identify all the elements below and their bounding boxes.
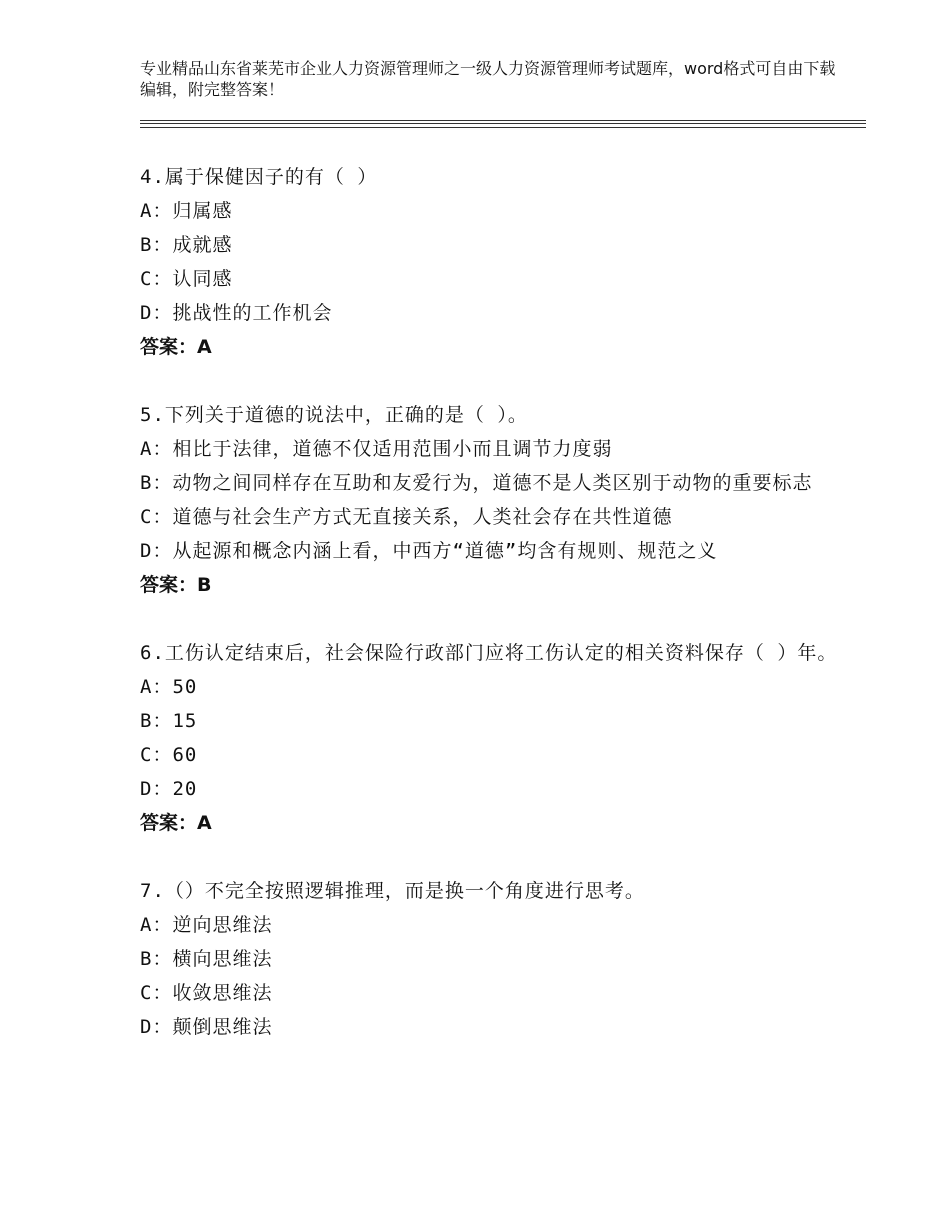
option-c: C：收敛思维法	[140, 982, 273, 1004]
option-b: B：15	[140, 710, 198, 732]
option-b: B：横向思维法	[140, 948, 273, 970]
option-a: A：相比于法律，道德不仅适用范围小而且调节力度弱	[140, 438, 613, 460]
option-c: C：道德与社会生产方式无直接关系，人类社会存在共性道德	[140, 506, 673, 528]
question-stem: 5.下列关于道德的说法中，正确的是（ ）。	[140, 404, 528, 426]
question-stem: 7.（）不完全按照逻辑推理，而是换一个角度进行思考。	[140, 880, 645, 902]
option-a: A：50	[140, 676, 198, 698]
option-a: A：逆向思维法	[140, 914, 273, 936]
option-a: A：归属感	[140, 200, 233, 222]
option-d: D：挑战性的工作机会	[140, 302, 333, 324]
question-6	[140, 636, 840, 840]
option-b: B：成就感	[140, 234, 233, 256]
answer-label: 答案：B	[140, 574, 212, 596]
option-c: C：认同感	[140, 268, 233, 290]
option-b: B：动物之间同样存在互助和友爱行为，道德不是人类区别于动物的重要标志	[140, 472, 813, 494]
question-5	[140, 398, 840, 602]
question-stem: 4.属于保健因子的有（ ）	[140, 166, 378, 188]
document-header	[140, 58, 840, 100]
question-stem: 6.工伤认定结束后，社会保险行政部门应将工伤认定的相关资料保存（ ）年。	[140, 642, 838, 664]
question-list	[140, 160, 840, 1078]
question-7	[140, 874, 840, 1044]
option-d: D：从起源和概念内涵上看，中西方“道德”均含有规则、规范之义	[140, 540, 718, 562]
option-d: D：颠倒思维法	[140, 1016, 273, 1038]
answer-label: 答案：A	[140, 336, 212, 358]
header-title: 专业精品山东省莱芜市企业人力资源管理师之一级人力资源管理师考试题库，word格式可自由下载编辑，附完整答案！	[140, 59, 836, 99]
question-4	[140, 160, 840, 364]
option-c: C：60	[140, 744, 198, 766]
option-d: D：20	[140, 778, 198, 800]
header-divider	[140, 120, 866, 128]
answer-label: 答案：A	[140, 812, 212, 834]
